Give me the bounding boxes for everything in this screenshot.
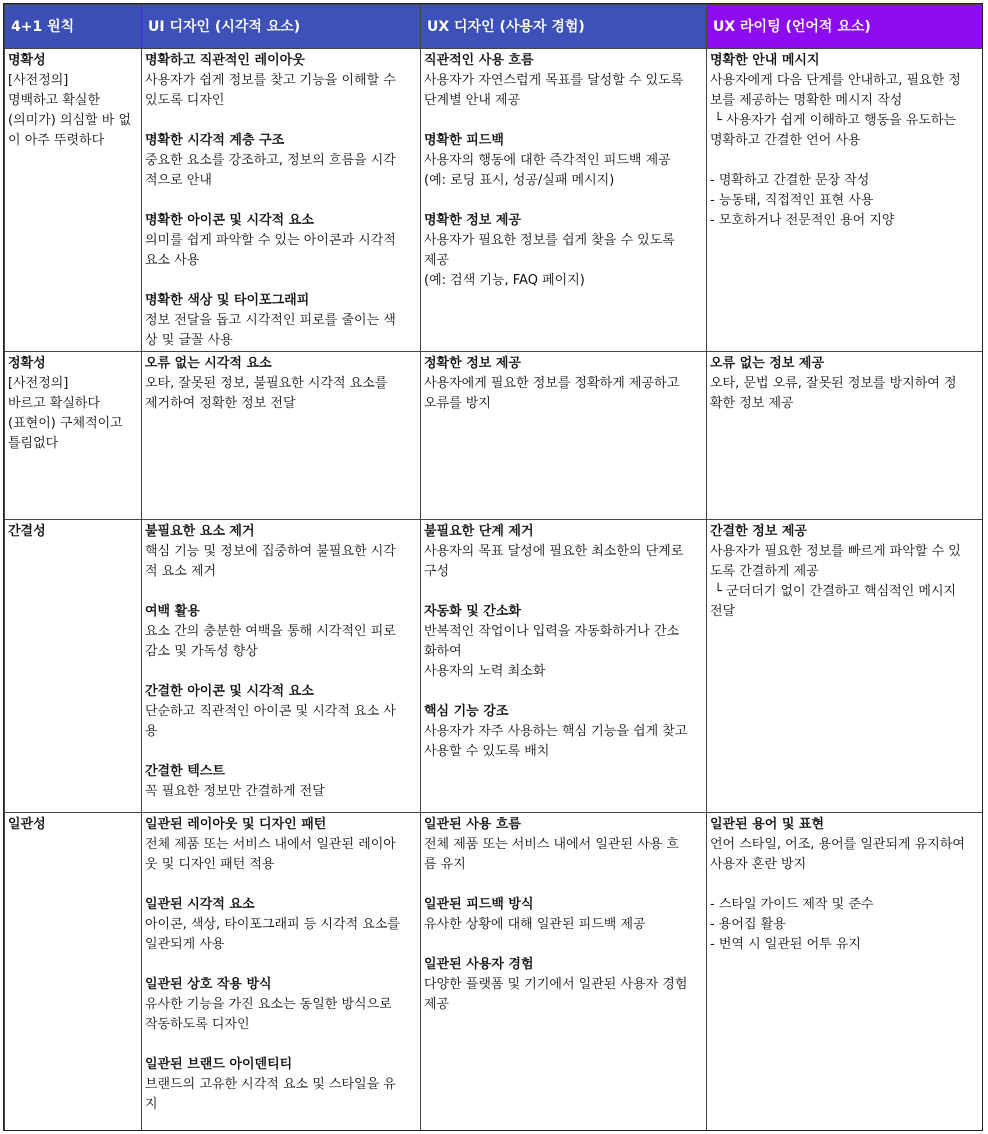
principle-definition-line: (의미가) 의심할 바 없 xyxy=(8,113,132,128)
ux-writing-cell xyxy=(707,352,984,520)
principle-cell xyxy=(5,520,142,813)
guideline-description-line: 지 xyxy=(145,1097,158,1112)
guideline-description-line: 작동하도록 디자인 xyxy=(145,1017,250,1032)
principle-name: 명확성 xyxy=(8,53,46,68)
guideline-description-line: (예: 로딩 표시, 성공/실패 메시지) xyxy=(424,173,615,188)
guideline-description-line: 전체 제품 또는 서비스 내에서 일관된 사용 흐 xyxy=(424,837,679,852)
header-row xyxy=(5,5,984,49)
guideline-description-line: 요소 사용 xyxy=(145,253,200,268)
guideline-description-line: 단계별 안내 제공 xyxy=(424,93,521,108)
guideline-description-line: 적 요소 제거 xyxy=(145,564,217,579)
guideline-description-line: 구성 xyxy=(424,564,450,579)
guideline-description-line: 오타, 잘못된 정보, 불필요한 시각적 요소를 xyxy=(145,376,388,391)
writing-title: 명확한 안내 메시지 xyxy=(710,53,820,68)
guideline-description-line: 사용할 수 있도록 배치 xyxy=(424,744,550,759)
guideline-item xyxy=(424,354,703,414)
writing-bullet-list xyxy=(710,171,981,231)
principle-definition-line: (표현이) 구체적이고 xyxy=(8,416,123,431)
principles-table-frame xyxy=(3,3,983,1131)
guideline-item xyxy=(145,602,417,662)
writing-bullet-item: - 용어집 활용 xyxy=(710,917,786,932)
guideline-description-line: (예: 검색 기능, FAQ 페이지) xyxy=(424,273,585,288)
writing-description-line: 확한 정보 제공 xyxy=(710,396,794,411)
guideline-title: 불필요한 요소 제거 xyxy=(145,524,255,539)
table-row-consistency xyxy=(5,813,984,1132)
guideline-title: 간결한 아이콘 및 시각적 요소 xyxy=(145,684,314,699)
guideline-title: 명확한 색상 및 타이포그래피 xyxy=(145,293,310,308)
guideline-title: 핵심 기능 강조 xyxy=(424,704,509,719)
guideline-item xyxy=(424,131,703,191)
principle-name: 정확성 xyxy=(8,356,46,371)
principles-table xyxy=(4,4,983,1131)
guideline-description-line: 사용자가 쉽게 정보를 찾고 기능을 이해할 수 xyxy=(145,73,396,88)
writing-bullet-item: - 모호하거나 전문적인 용어 지양 xyxy=(710,213,895,228)
guideline-title: 일관된 사용자 경험 xyxy=(424,957,534,972)
guideline-description-line: 제공 xyxy=(424,997,450,1012)
principle-definition-line: 이 아주 뚜렷하다 xyxy=(8,133,105,148)
guideline-title: 일관된 피드백 방식 xyxy=(424,897,534,912)
ux-design-cell xyxy=(421,49,707,352)
guideline-description-line: 브랜드의 고유한 시각적 요소 및 스타일을 유 xyxy=(145,1077,396,1092)
writing-description-line: 명확하고 간결한 언어 사용 xyxy=(710,133,861,148)
guideline-item xyxy=(145,1055,417,1115)
guideline-item xyxy=(424,522,703,582)
guideline-description-line: 제공 xyxy=(424,253,450,268)
guideline-item xyxy=(145,682,417,742)
guideline-description-line: 정보 전달을 돕고 시각적인 피로를 줄이는 색 xyxy=(145,313,396,328)
guideline-title: 직관적인 사용 흐름 xyxy=(424,53,534,68)
guideline-description-line: 제거하여 정확한 정보 전달 xyxy=(145,396,296,411)
guideline-item xyxy=(145,211,417,271)
guideline-title: 간결한 텍스트 xyxy=(145,764,225,779)
ux-design-cell xyxy=(421,813,707,1132)
ui-design-cell xyxy=(142,520,421,813)
guideline-title: 명확한 아이콘 및 시각적 요소 xyxy=(145,213,314,228)
guideline-title: 일관된 상호 작용 방식 xyxy=(145,977,272,992)
guideline-description-line: 화하여 xyxy=(424,644,462,659)
guideline-item xyxy=(145,51,417,111)
writing-description-line: 언어 스타일, 어조, 용어를 일관되게 유지하여 xyxy=(710,837,965,852)
guideline-item xyxy=(145,131,417,191)
principle-definition-line: 틀림없다 xyxy=(8,436,59,451)
guideline-description-line: 사용자가 필요한 정보를 쉽게 찾을 수 있도록 xyxy=(424,233,675,248)
guideline-description-line: 의미를 쉽게 파악할 수 있는 아이콘과 시각적 xyxy=(145,233,396,248)
writing-description-line: 사용자 혼란 방지 xyxy=(710,857,807,872)
guideline-description-line: 사용자가 자주 사용하는 핵심 기능을 쉽게 찾고 xyxy=(424,724,688,739)
ux-writing-cell xyxy=(707,813,984,1132)
ux-writing-cell xyxy=(707,49,984,352)
writing-description-line: └ 군더더기 없이 간결하고 핵심적인 메시지 xyxy=(710,584,957,599)
guideline-title: 일관된 레이아웃 및 디자인 패턴 xyxy=(145,817,327,832)
writing-description-line: 사용자에게 다음 단계를 안내하고, 필요한 정 xyxy=(710,73,961,88)
guideline-item xyxy=(424,895,703,935)
guideline-description-line: 유사한 상황에 대해 일관된 피드백 제공 xyxy=(424,917,646,932)
guideline-description-line: 반복적인 작업이나 입력을 자동화하거나 간소 xyxy=(424,624,680,639)
guideline-item xyxy=(145,354,417,414)
guideline-title: 명확한 시각적 계층 구조 xyxy=(145,133,285,148)
principle-definition-line: 명백하고 확실한 xyxy=(8,93,101,108)
ux-design-cell xyxy=(421,352,707,520)
guideline-item xyxy=(145,291,417,351)
writing-description-line: 보를 제공하는 명확한 메시지 작성 xyxy=(710,93,903,108)
guideline-description-line: 일관되게 사용 xyxy=(145,937,225,952)
guideline-title: 일관된 사용 흐름 xyxy=(424,817,521,832)
guideline-description-line: 중요한 요소를 강조하고, 정보의 흐름을 시각 xyxy=(145,153,396,168)
header-ux-writing: UX 라이팅 (언어적 요소) xyxy=(707,5,984,49)
principle-definition-line: [사전정의] xyxy=(8,376,69,391)
guideline-item xyxy=(424,602,703,682)
guideline-description-line: 아이콘, 색상, 타이포그래피 등 시각적 요소를 xyxy=(145,917,400,932)
guideline-description-line: 웃 및 디자인 패턴 적용 xyxy=(145,857,275,872)
guideline-item xyxy=(424,702,703,762)
guideline-item xyxy=(145,975,417,1035)
guideline-description-line: 상 및 글꼴 사용 xyxy=(145,333,233,348)
guideline-description-line: 요소 간의 충분한 여백을 통해 시각적인 피로 xyxy=(145,624,396,639)
writing-description-line: 사용자가 필요한 정보를 빠르게 파악할 수 있 xyxy=(710,544,961,559)
ui-design-cell xyxy=(142,813,421,1132)
guideline-title: 일관된 시각적 요소 xyxy=(145,897,255,912)
ux-writing-cell xyxy=(707,520,984,813)
writing-bullet-item: - 능동태, 직접적인 표현 사용 xyxy=(710,193,874,208)
header-principle: 4+1 원칙 xyxy=(5,5,142,49)
guideline-description-line: 있도록 디자인 xyxy=(145,93,225,108)
guideline-title: 일관된 브랜드 아이덴티티 xyxy=(145,1057,293,1072)
guideline-item xyxy=(424,211,703,291)
writing-description-line: 도록 간결하게 제공 xyxy=(710,564,819,579)
guideline-item xyxy=(424,815,703,875)
ui-design-cell xyxy=(142,49,421,352)
ui-design-cell xyxy=(142,352,421,520)
guideline-item xyxy=(145,522,417,582)
guideline-title: 명확하고 직관적인 레이아웃 xyxy=(145,53,305,68)
writing-bullet-list xyxy=(710,895,981,955)
header-ux-design: UX 디자인 (사용자 경험) xyxy=(421,5,707,49)
guideline-description-line: 단순하고 직관적인 아이콘 및 시각적 요소 사 xyxy=(145,704,396,719)
guideline-description-line: 전체 제품 또는 서비스 내에서 일관된 레이아 xyxy=(145,837,396,852)
guideline-item xyxy=(424,955,703,1015)
guideline-item xyxy=(424,51,703,111)
table-row-conciseness xyxy=(5,520,984,813)
guideline-title: 자동화 및 간소화 xyxy=(424,604,521,619)
principle-name: 일관성 xyxy=(8,817,46,832)
writing-description-line: └ 사용자가 쉽게 이해하고 행동을 유도하는 xyxy=(710,113,957,128)
principle-definition-line: [사전정의] xyxy=(8,73,69,88)
writing-title: 오류 없는 정보 제공 xyxy=(710,356,825,371)
guideline-item xyxy=(145,762,417,802)
principle-cell xyxy=(5,813,142,1132)
guideline-description-line: 다양한 플랫폼 및 기기에서 일관된 사용자 경험 xyxy=(424,977,688,992)
guideline-title: 여백 활용 xyxy=(145,604,200,619)
writing-title: 간결한 정보 제공 xyxy=(710,524,807,539)
guideline-description-line: 사용자의 행동에 대한 즉각적인 피드백 제공 xyxy=(424,153,671,168)
guideline-item xyxy=(145,815,417,875)
guideline-title: 명확한 피드백 xyxy=(424,133,504,148)
writing-title: 일관된 용어 및 표현 xyxy=(710,817,825,832)
guideline-description-line: 사용자의 목표 달성에 필요한 최소한의 단계로 xyxy=(424,544,684,559)
principle-cell xyxy=(5,49,142,352)
guideline-item xyxy=(145,895,417,955)
writing-description-line: 오타, 문법 오류, 잘못된 정보를 방지하여 정 xyxy=(710,376,957,391)
writing-bullet-item: - 스타일 가이드 제작 및 준수 xyxy=(710,897,874,912)
principle-definition-line: 바르고 확실하다 xyxy=(8,396,101,411)
table-row-clarity xyxy=(5,49,984,352)
guideline-title: 오류 없는 시각적 요소 xyxy=(145,356,272,371)
guideline-description-line: 적으로 안내 xyxy=(145,173,212,188)
header-ui-design: UI 디자인 (시각적 요소) xyxy=(142,5,421,49)
guideline-description-line: 사용자의 노력 최소화 xyxy=(424,664,546,679)
guideline-title: 정확한 정보 제공 xyxy=(424,356,521,371)
guideline-description-line: 름 유지 xyxy=(424,857,466,872)
guideline-description-line: 감소 및 가독성 향상 xyxy=(145,644,258,659)
guideline-description-line: 오류를 방지 xyxy=(424,396,491,411)
guideline-title: 불필요한 단계 제거 xyxy=(424,524,534,539)
guideline-description-line: 핵심 기능 및 정보에 집중하여 불필요한 시각 xyxy=(145,544,396,559)
principle-name: 간결성 xyxy=(8,524,46,539)
guideline-title: 명확한 정보 제공 xyxy=(424,213,521,228)
writing-description-line: 전달 xyxy=(710,604,736,619)
writing-bullet-item: - 명확하고 간결한 문장 작성 xyxy=(710,173,870,188)
table-row-accuracy xyxy=(5,352,984,520)
writing-bullet-item: - 번역 시 일관된 어투 유지 xyxy=(710,937,861,952)
guideline-description-line: 사용자가 자연스럽게 목표를 달성할 수 있도록 xyxy=(424,73,684,88)
guideline-description-line: 유사한 기능을 가진 요소는 동일한 방식으로 xyxy=(145,997,392,1012)
guideline-description-line: 용 xyxy=(145,724,158,739)
guideline-description-line: 사용자에게 필요한 정보를 정확하게 제공하고 xyxy=(424,376,680,391)
guideline-description-line: 꼭 필요한 정보만 간결하게 전달 xyxy=(145,784,325,799)
principle-cell xyxy=(5,352,142,520)
ux-design-cell xyxy=(421,520,707,813)
